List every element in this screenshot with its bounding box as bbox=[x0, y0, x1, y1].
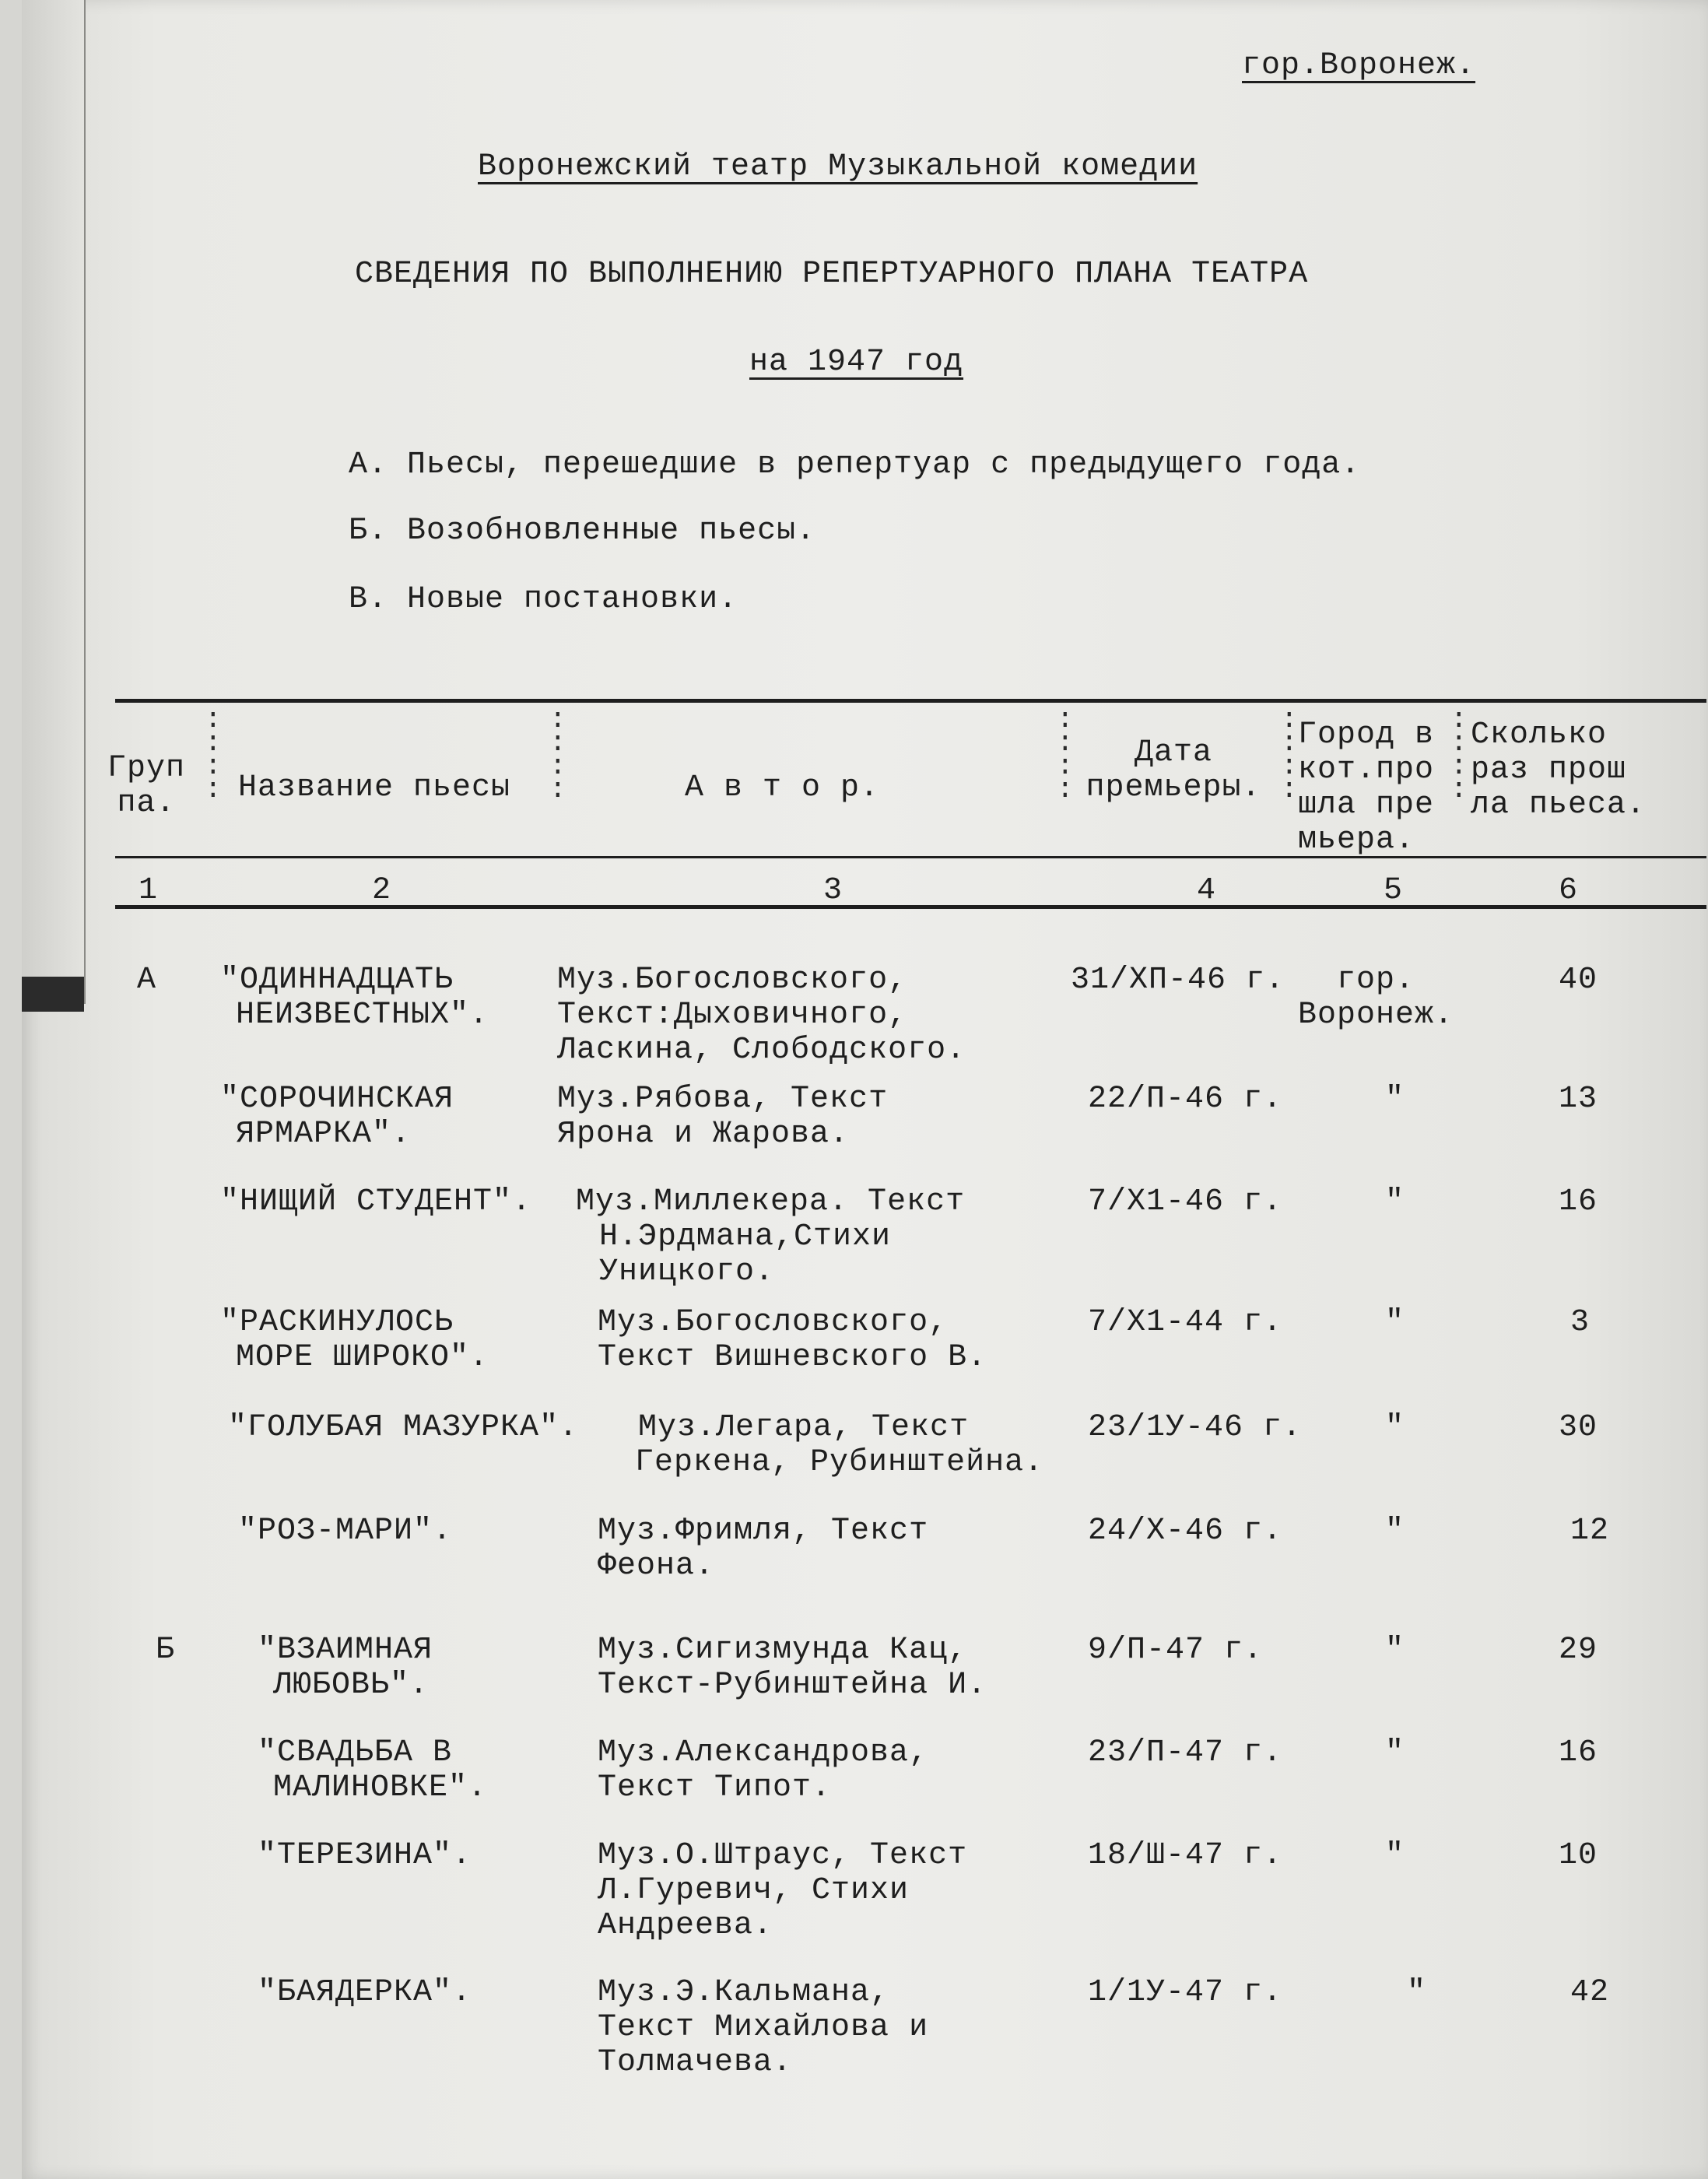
table-cell-city: " bbox=[1385, 1735, 1405, 1770]
table-cell-date: 7/Х1-46 г. bbox=[1088, 1184, 1283, 1219]
table-cell-count: 13 bbox=[1559, 1082, 1598, 1117]
table-cell-date: 23/П-47 г. bbox=[1088, 1735, 1283, 1770]
table-cell-city: " bbox=[1385, 1410, 1405, 1445]
table-cell-author: Муз.Александрова, Текст Типот. bbox=[598, 1735, 929, 1805]
column-separator: : : : : bbox=[1450, 704, 1468, 805]
table-cell-date: 31/ХП-46 г. bbox=[1071, 963, 1285, 998]
legend-c: В. Новые постановки. bbox=[349, 582, 738, 617]
table-cell-title: "ОДИННАДЦАТЬ НЕИЗВЕСТНЫХ". bbox=[220, 963, 489, 1033]
table-cell-city: " bbox=[1385, 1082, 1405, 1117]
table-cell-date: 18/Ш-47 г. bbox=[1088, 1838, 1283, 1873]
header-group: Груп па. bbox=[107, 751, 185, 821]
table-cell-count: 3 bbox=[1570, 1305, 1591, 1340]
table-cell-author: Муз.Миллекера. Текст Н.Эрдмана,Стихи Уницкого. bbox=[576, 1184, 966, 1290]
table-cell-title: "СОРОЧИНСКАЯ ЯРМАРКА". bbox=[220, 1082, 454, 1152]
column-number-3: 3 bbox=[823, 873, 843, 908]
table-cell-title: "НИЩИЙ СТУДЕНТ". bbox=[220, 1184, 532, 1219]
table-cell-title: "РАСКИНУЛОСЬ МОРЕ ШИРОКО". bbox=[220, 1305, 489, 1375]
table-number-rule bbox=[115, 905, 1706, 909]
document-year: на 1947 год bbox=[749, 345, 964, 380]
legend-a: А. Пьесы, перешедшие в репертуар с предыдущего года. bbox=[349, 447, 1361, 482]
table-cell-title: "ВЗАИМНАЯ ЛЮБОВЬ". bbox=[258, 1633, 433, 1703]
table-cell-count: 16 bbox=[1559, 1735, 1598, 1770]
column-separator: : : : : bbox=[1057, 704, 1074, 805]
column-number-4: 4 bbox=[1197, 873, 1216, 908]
table-cell-author: Муз.О.Штраус, Текст Л.Гуревич, Стихи Андреева. bbox=[598, 1838, 968, 1943]
table-cell-city: " bbox=[1385, 1305, 1405, 1340]
table-cell-date: 1/1У-47 г. bbox=[1088, 1975, 1283, 2010]
header-title: Название пьесы bbox=[238, 770, 511, 805]
table-cell-title: "БАЯДЕРКА". bbox=[258, 1975, 472, 2010]
header-author: А в т о р. bbox=[685, 770, 880, 805]
table-cell-city: гор. Воронеж. bbox=[1298, 963, 1454, 1033]
table-cell-author: Муз.Богословского, Текст:Дыховичного, Ласкина, Слободского. bbox=[557, 963, 966, 1068]
table-cell-date: 7/Х1-44 г. bbox=[1088, 1305, 1283, 1340]
table-cell-count: 30 bbox=[1559, 1410, 1598, 1445]
document-title: СВЕДЕНИЯ ПО ВЫПОЛНЕНИЮ РЕПЕРТУАРНОГО ПЛАНА ТЕАТРА bbox=[355, 257, 1309, 292]
table-cell-title: "СВАДЬБА В МАЛИНОВКЕ". bbox=[258, 1735, 488, 1805]
table-header-rule bbox=[115, 856, 1706, 858]
column-separator: : : : : bbox=[549, 704, 566, 805]
theatre-name: Воронежский театр Музыкальной комедии bbox=[478, 149, 1198, 184]
table-cell-date: 9/П-47 г. bbox=[1088, 1633, 1264, 1668]
header-count: Сколько раз прош ла пьеса. bbox=[1471, 718, 1647, 823]
table-cell-city: " bbox=[1385, 1633, 1405, 1668]
paper-fold bbox=[22, 0, 86, 1004]
table-cell-author: Муз.Легара, Текст Геркена, Рубинштейна. bbox=[635, 1410, 1044, 1480]
table-cell-count: 29 bbox=[1559, 1633, 1598, 1668]
table-cell-title: "РОЗ-МАРИ". bbox=[238, 1514, 453, 1549]
column-number-2: 2 bbox=[372, 873, 391, 908]
header-city: Город в кот.про шла пре мьера. bbox=[1298, 718, 1435, 858]
table-cell-date: 23/1У-46 г. bbox=[1088, 1410, 1303, 1445]
city-heading: гор.Воронеж. bbox=[1242, 48, 1476, 83]
table-cell-author: Муз.Богословского, Текст Вишневского В. bbox=[598, 1305, 987, 1375]
table-cell-title: "ГОЛУБАЯ МАЗУРКА". bbox=[228, 1410, 579, 1445]
table-cell-city: " bbox=[1407, 1975, 1427, 2010]
column-separator: : : : : bbox=[205, 704, 222, 805]
table-cell-count: 16 bbox=[1559, 1184, 1598, 1219]
table-cell-count: 10 bbox=[1559, 1838, 1598, 1873]
table-cell-author: Муз.Фримля, Текст Феона. bbox=[598, 1514, 929, 1584]
column-number-6: 6 bbox=[1559, 873, 1578, 908]
table-cell-count: 42 bbox=[1570, 1975, 1610, 2010]
table-cell-author: Муз.Рябова, Текст Ярона и Жарова. bbox=[557, 1082, 889, 1152]
header-date: Дата премьеры. bbox=[1085, 735, 1261, 805]
table-cell-author: Муз.Сигизмунда Кац, Текст-Рубинштейна И. bbox=[598, 1633, 987, 1703]
table-cell-city: " bbox=[1385, 1514, 1405, 1549]
table-cell-title: "ТЕРЕЗИНА". bbox=[258, 1838, 472, 1873]
column-separator: : : : : bbox=[1281, 704, 1298, 805]
column-number-1: 1 bbox=[139, 873, 158, 908]
document-page bbox=[22, 0, 1708, 2179]
table-cell-city: " bbox=[1385, 1838, 1405, 1873]
table-cell-count: 12 bbox=[1570, 1514, 1610, 1549]
table-cell-count: 40 bbox=[1559, 963, 1598, 998]
table-cell-author: Муз.Э.Кальмана, Текст Михайлова и Толмачева. bbox=[598, 1975, 929, 2080]
legend-b: Б. Возобновленные пьесы. bbox=[349, 514, 816, 549]
table-cell-group: А bbox=[137, 963, 157, 998]
paper-fold-shadow bbox=[22, 977, 84, 1012]
column-number-5: 5 bbox=[1384, 873, 1403, 908]
table-cell-date: 24/Х-46 г. bbox=[1088, 1514, 1283, 1549]
table-cell-date: 22/П-46 г. bbox=[1088, 1082, 1283, 1117]
table-cell-group: Б bbox=[156, 1633, 176, 1668]
table-cell-city: " bbox=[1385, 1184, 1405, 1219]
table-top-rule bbox=[115, 699, 1706, 703]
